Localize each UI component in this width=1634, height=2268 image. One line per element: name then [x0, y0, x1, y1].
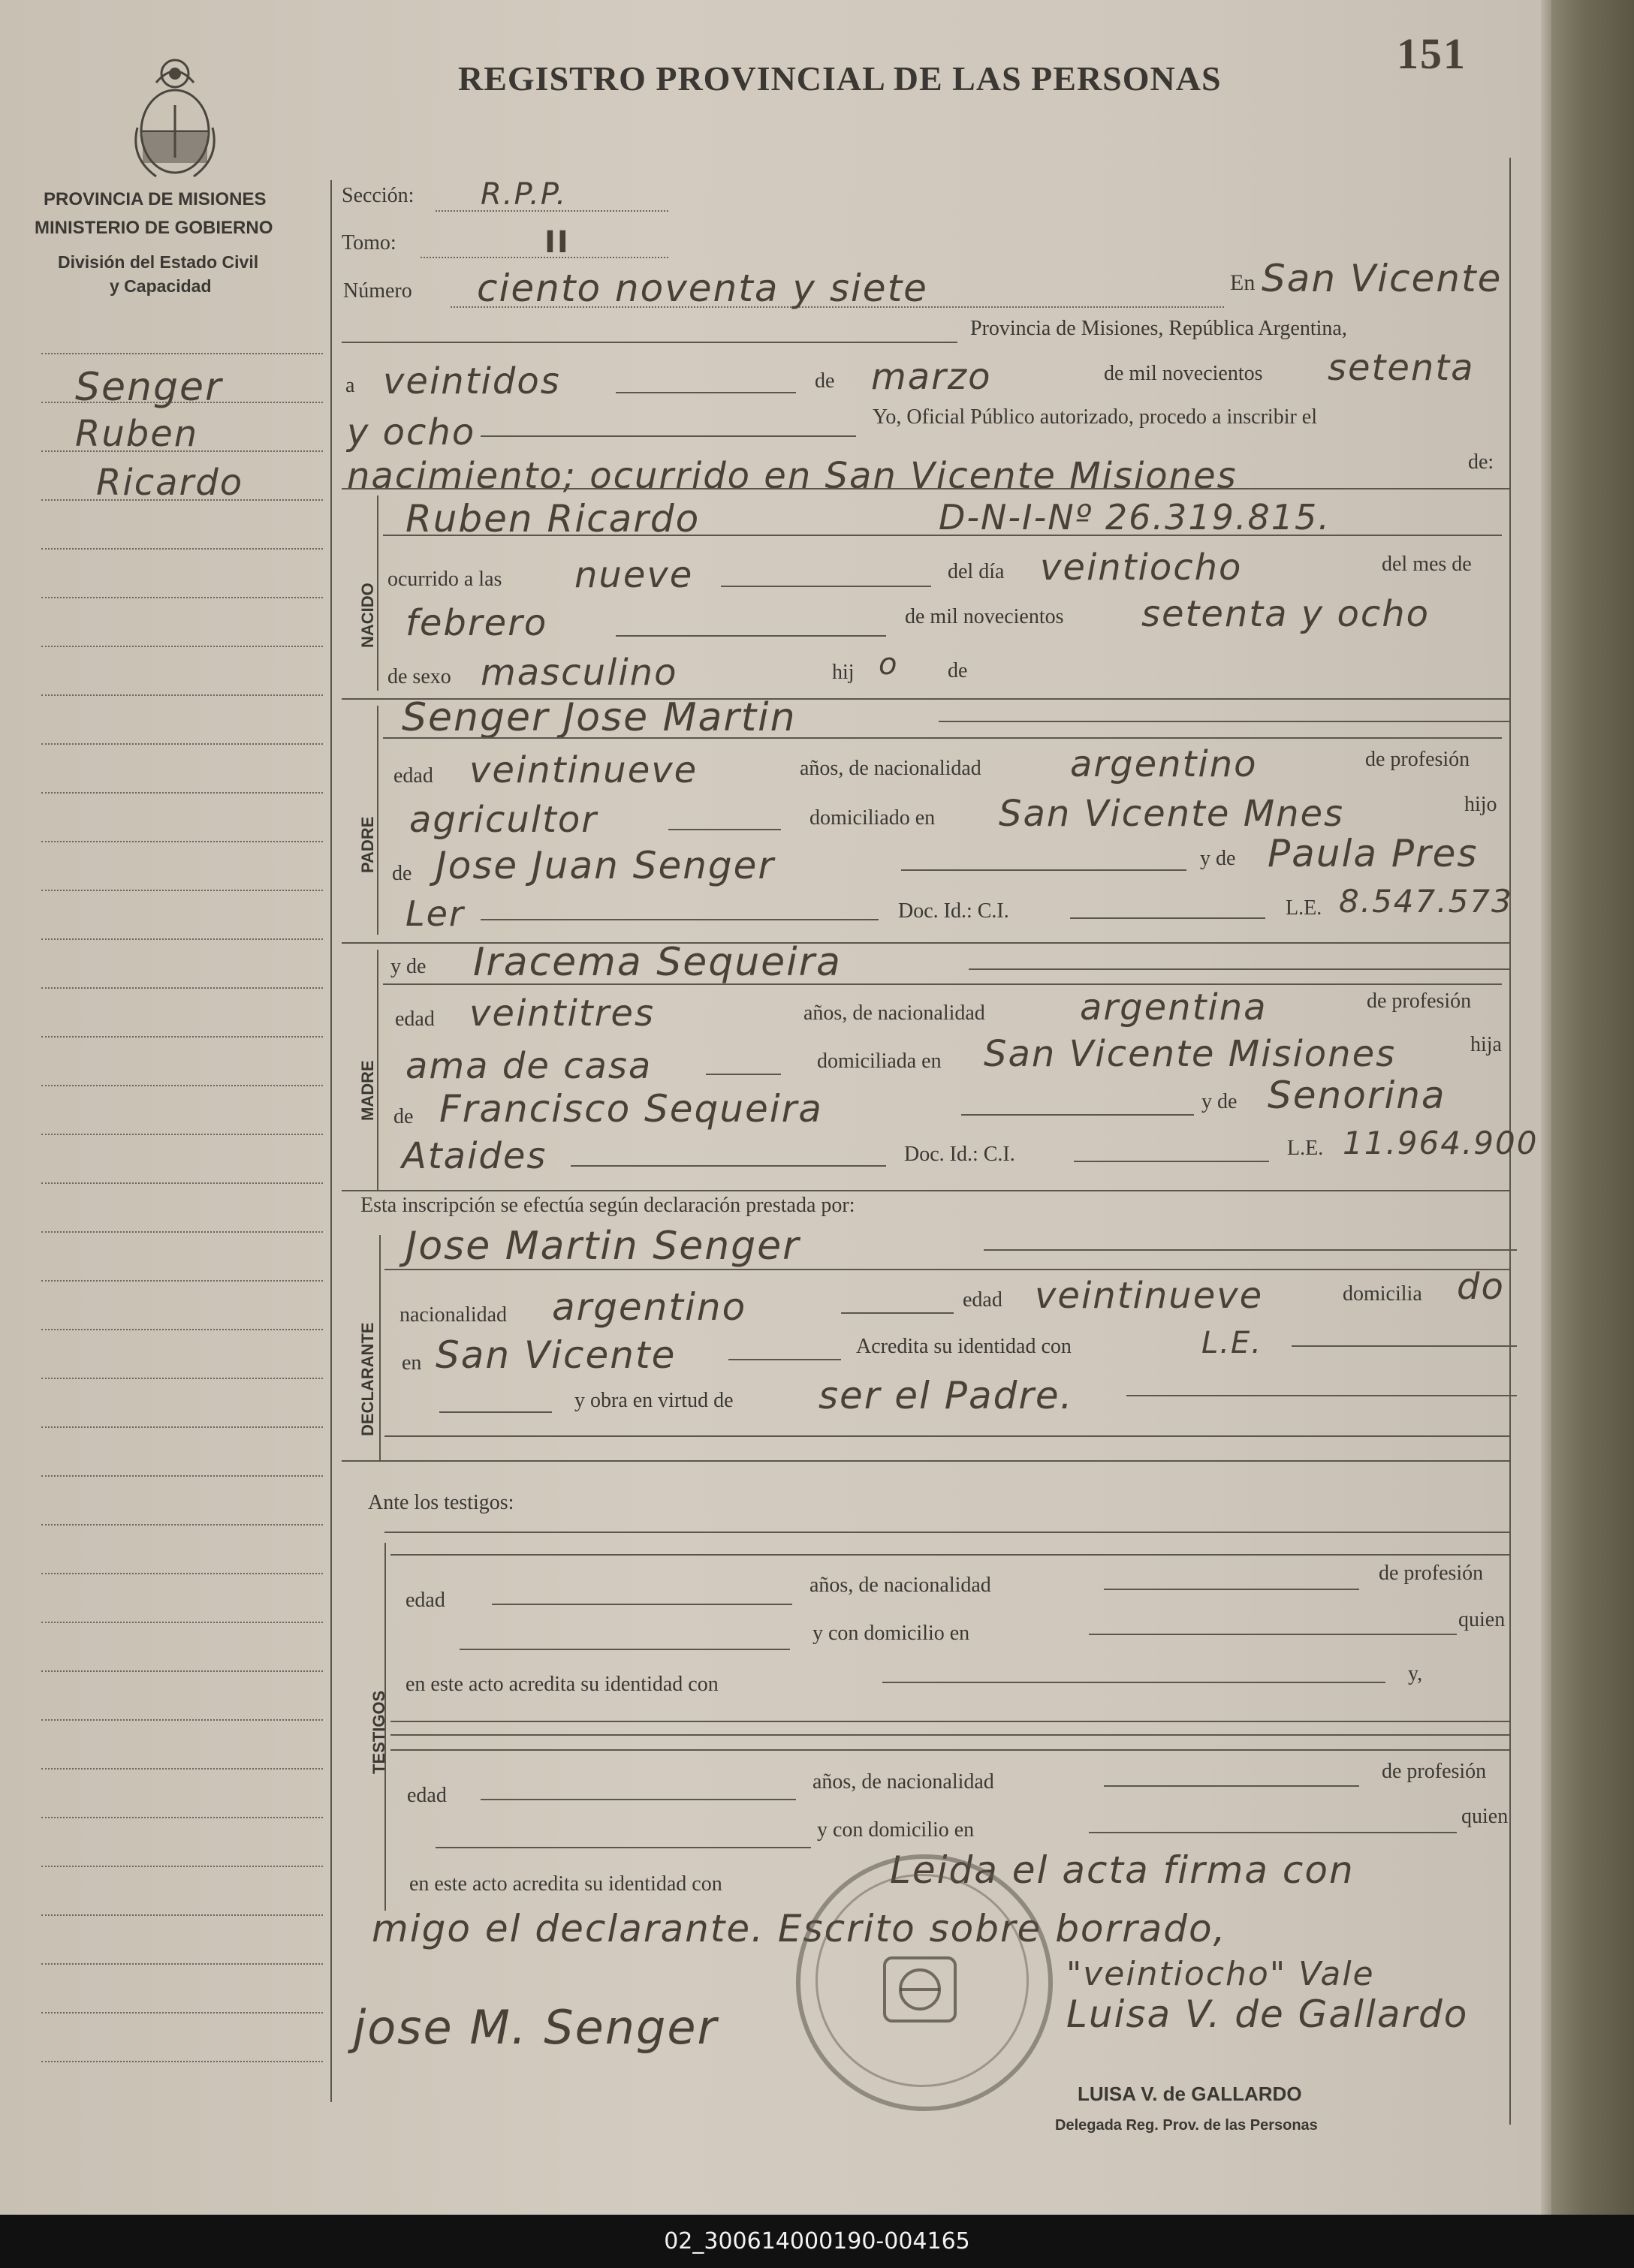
padre-doc-label: Doc. Id.: C.I. — [898, 899, 1009, 923]
padre-hijo-label: hijo — [1464, 793, 1497, 816]
image-id-footer: 02_300614000190-004165 — [0, 2215, 1634, 2268]
testigos-intro: Ante los testigos: — [368, 1491, 514, 1514]
margin-name-second: Ricardo — [96, 462, 244, 504]
padre-dom-label: domiciliado en — [809, 806, 936, 830]
testigo2-dom-label: y con domicilio en — [817, 1818, 975, 1842]
madre-nac-label: años, de nacionalidad — [803, 1001, 985, 1025]
en-value: San Vicente — [1262, 257, 1503, 300]
margin-name-surname: Senger — [75, 365, 223, 410]
nacido-dia-value: veintiocho — [1040, 547, 1243, 589]
declarante-nac-label: nacionalidad — [399, 1303, 508, 1327]
margin-name-first: Ruben — [75, 413, 199, 455]
madre-doc-label: Doc. Id.: C.I. — [904, 1143, 1015, 1166]
nota-linea-1: Leida el acta firma con — [890, 1848, 1355, 1892]
madre-yde-label: y de — [390, 955, 427, 978]
fecha-mes-value: marzo — [871, 356, 992, 398]
madre-dom-value: San Vicente Misiones — [984, 1033, 1397, 1075]
madre-madre-de-value-1: Senorina — [1268, 1074, 1446, 1117]
testigo1-y-label: y, — [1408, 1662, 1423, 1685]
declarante-dom-value: do — [1457, 1266, 1505, 1308]
declarante-signature: jose M. Senger — [353, 2000, 719, 2055]
ocurrido-label: ocurrido a las — [387, 568, 502, 591]
issuer-ministry: MINISTERIO DE GOBIERNO — [35, 218, 273, 238]
register-title: REGISTRO PROVINCIAL DE LAS PERSONAS — [458, 59, 1222, 98]
madre-edad-value: veintitres — [469, 992, 655, 1035]
nacido-mil-label: de mil novecientos — [905, 605, 1064, 628]
nacido-nombre-value: Ruben Ricardo — [405, 497, 701, 541]
numero-label: Número — [343, 279, 412, 303]
declarante-obra-label: y obra en virtud de — [574, 1389, 734, 1412]
del-dia-label: del día — [948, 560, 1005, 583]
madre-section-label: MADRE — [358, 1060, 377, 1121]
nacido-anio-value: setenta y ocho — [1141, 593, 1431, 635]
margin-divider — [330, 180, 332, 2102]
fecha-anio-value-1: setenta — [1328, 347, 1475, 389]
nacido-hij-value: o — [879, 647, 899, 682]
padre-edad-value: veintinueve — [469, 749, 698, 791]
en-label: En — [1230, 270, 1256, 295]
testigo2-quien-label: quien — [1461, 1805, 1509, 1828]
testigo2-edad-label: edad — [407, 1784, 447, 1807]
declarante-acredita-label: Acredita su identidad con — [856, 1335, 1072, 1358]
padre-prof-label: de profesión — [1365, 748, 1470, 771]
madre-le-label: L.E. — [1287, 1137, 1324, 1160]
padre-prof-value: agricultor — [409, 799, 598, 841]
hij-label: hij — [832, 661, 855, 684]
tomo-value: II — [544, 225, 570, 260]
padre-le-value: 8.547.573 — [1339, 883, 1513, 920]
oficial-signature: Luisa V. de Gallardo — [1066, 1992, 1469, 2036]
declarante-edad-label: edad — [963, 1288, 1002, 1312]
testigo1-edad-label: edad — [405, 1589, 445, 1612]
testigo1-nac-label: años, de nacionalidad — [809, 1574, 991, 1597]
padre-yde-label: y de — [1200, 847, 1236, 870]
padre-edad-label: edad — [393, 764, 433, 788]
coat-of-arms-icon — [126, 53, 224, 184]
padre-padre-de-value: Jose Juan Senger — [436, 844, 775, 887]
declarante-section-label: DECLARANTE — [358, 1322, 377, 1436]
padre-madre-de-value-1: Paula Pres — [1268, 832, 1479, 875]
nota-linea-3: "veintiocho" Vale — [1066, 1955, 1375, 1993]
madre-yde2-label: y de — [1201, 1090, 1238, 1113]
madre-edad-label: edad — [395, 1007, 435, 1031]
nacido-hora-value: nueve — [574, 554, 694, 596]
declarante-acredita-value: L.E. — [1201, 1326, 1262, 1360]
madre-prof-value: ama de casa — [405, 1045, 653, 1087]
declarante-dom-label: domicilia — [1343, 1282, 1422, 1306]
declaracion-intro: Esta inscripción se efectúa según declaración prestada por: — [360, 1194, 855, 1217]
mil-novecientos-label: de mil novecientos — [1104, 362, 1263, 385]
de-label: de — [815, 369, 835, 393]
folio-number: 151 — [1397, 29, 1467, 78]
madre-dom-label: domiciliada en — [817, 1050, 942, 1073]
de-colon-label: de: — [1468, 450, 1494, 474]
sexo-label: de sexo — [387, 665, 451, 688]
oficial-stamp-name: LUISA V. de GALLARDO — [1078, 2083, 1302, 2105]
tomo-label: Tomo: — [342, 231, 396, 255]
padre-section-label: PADRE — [358, 816, 377, 873]
declarante-en-value: San Vicente — [436, 1333, 677, 1377]
declarante-nombre-value: Jose Martin Senger — [405, 1224, 800, 1269]
madre-padre-de-value: Francisco Sequeira — [439, 1087, 823, 1131]
book-binding — [1551, 0, 1634, 2215]
issuer-province: PROVINCIA DE MISIONES — [44, 189, 267, 209]
testigo1-acredita-label: en este acto acredita su identidad con — [405, 1673, 719, 1696]
madre-madre-de-value-2: Ataides — [402, 1135, 547, 1177]
testigo1-quien-label: quien — [1458, 1608, 1506, 1631]
testigo2-prof-label: de profesión — [1382, 1760, 1487, 1783]
padre-le-label: L.E. — [1286, 896, 1322, 920]
declarante-nac-value: argentino — [552, 1285, 747, 1329]
nacido-sexo-value: masculino — [481, 652, 678, 694]
provincia-text: Provincia de Misiones, República Argentina, — [970, 317, 1347, 340]
seccion-value: R.P.P. — [481, 177, 568, 212]
acto-value: nacimiento; ocurrido en San Vicente Misiones — [347, 455, 1238, 497]
padre-nombre-value: Senger Jose Martin — [402, 695, 797, 740]
padre-nac-value: argentino — [1070, 743, 1258, 785]
padre-de-label: de — [392, 862, 412, 885]
madre-prof-label: de profesión — [1367, 989, 1472, 1013]
oficial-stamp-title: Delegada Reg. Prov. de las Personas — [1055, 2117, 1318, 2134]
fecha-dia-value: veintidos — [383, 360, 561, 402]
issuer-division: División del Estado Civil — [58, 252, 259, 272]
issuer-capacity: y Capacidad — [110, 276, 212, 296]
testigos-section-label: TESTIGOS — [369, 1690, 388, 1774]
seccion-label: Sección: — [342, 184, 415, 207]
oficial-publico-text: Yo, Oficial Público autorizado, procedo a inscribir el — [873, 405, 1318, 429]
testigo2-nac-label: años, de nacionalidad — [812, 1770, 994, 1794]
madre-nombre-value: Iracema Sequeira — [473, 940, 842, 985]
numero-value: ciento noventa y siete — [477, 267, 928, 310]
padre-dom-value: San Vicente Mnes — [999, 793, 1345, 835]
madre-hija-label: hija — [1470, 1033, 1502, 1056]
testigo1-dom-label: y con domicilio en — [812, 1622, 970, 1645]
testigo1-prof-label: de profesión — [1379, 1562, 1484, 1585]
nacido-de-label: de — [948, 659, 968, 682]
declarante-obra-value: ser el Padre. — [819, 1374, 1074, 1417]
fecha-anio-value-2: y ocho — [347, 411, 476, 453]
testigo2-acredita-label: en este acto acredita su identidad con — [409, 1872, 722, 1896]
declarante-edad-value: veintinueve — [1035, 1275, 1264, 1317]
madre-le-value: 11.964.900 — [1343, 1125, 1539, 1161]
nacido-section-label: NACIDO — [358, 583, 377, 648]
madre-de-label: de — [393, 1105, 414, 1128]
padre-nac-label: años, de nacionalidad — [800, 757, 981, 780]
nacido-mes-value: febrero — [405, 602, 548, 644]
seal-emblem-icon — [879, 1952, 961, 2027]
madre-nac-value: argentina — [1080, 986, 1268, 1029]
del-mes-label: del mes de — [1382, 553, 1472, 576]
nacido-dni-value: D-N-I-Nº 26.319.815. — [939, 497, 1331, 538]
declarante-en-label: en — [402, 1351, 422, 1375]
nota-linea-2: migo el declarante. Escrito sobre borrado, — [372, 1907, 1227, 1950]
a-label: a — [345, 374, 355, 397]
padre-madre-de-value-2: Ler — [405, 893, 465, 934]
